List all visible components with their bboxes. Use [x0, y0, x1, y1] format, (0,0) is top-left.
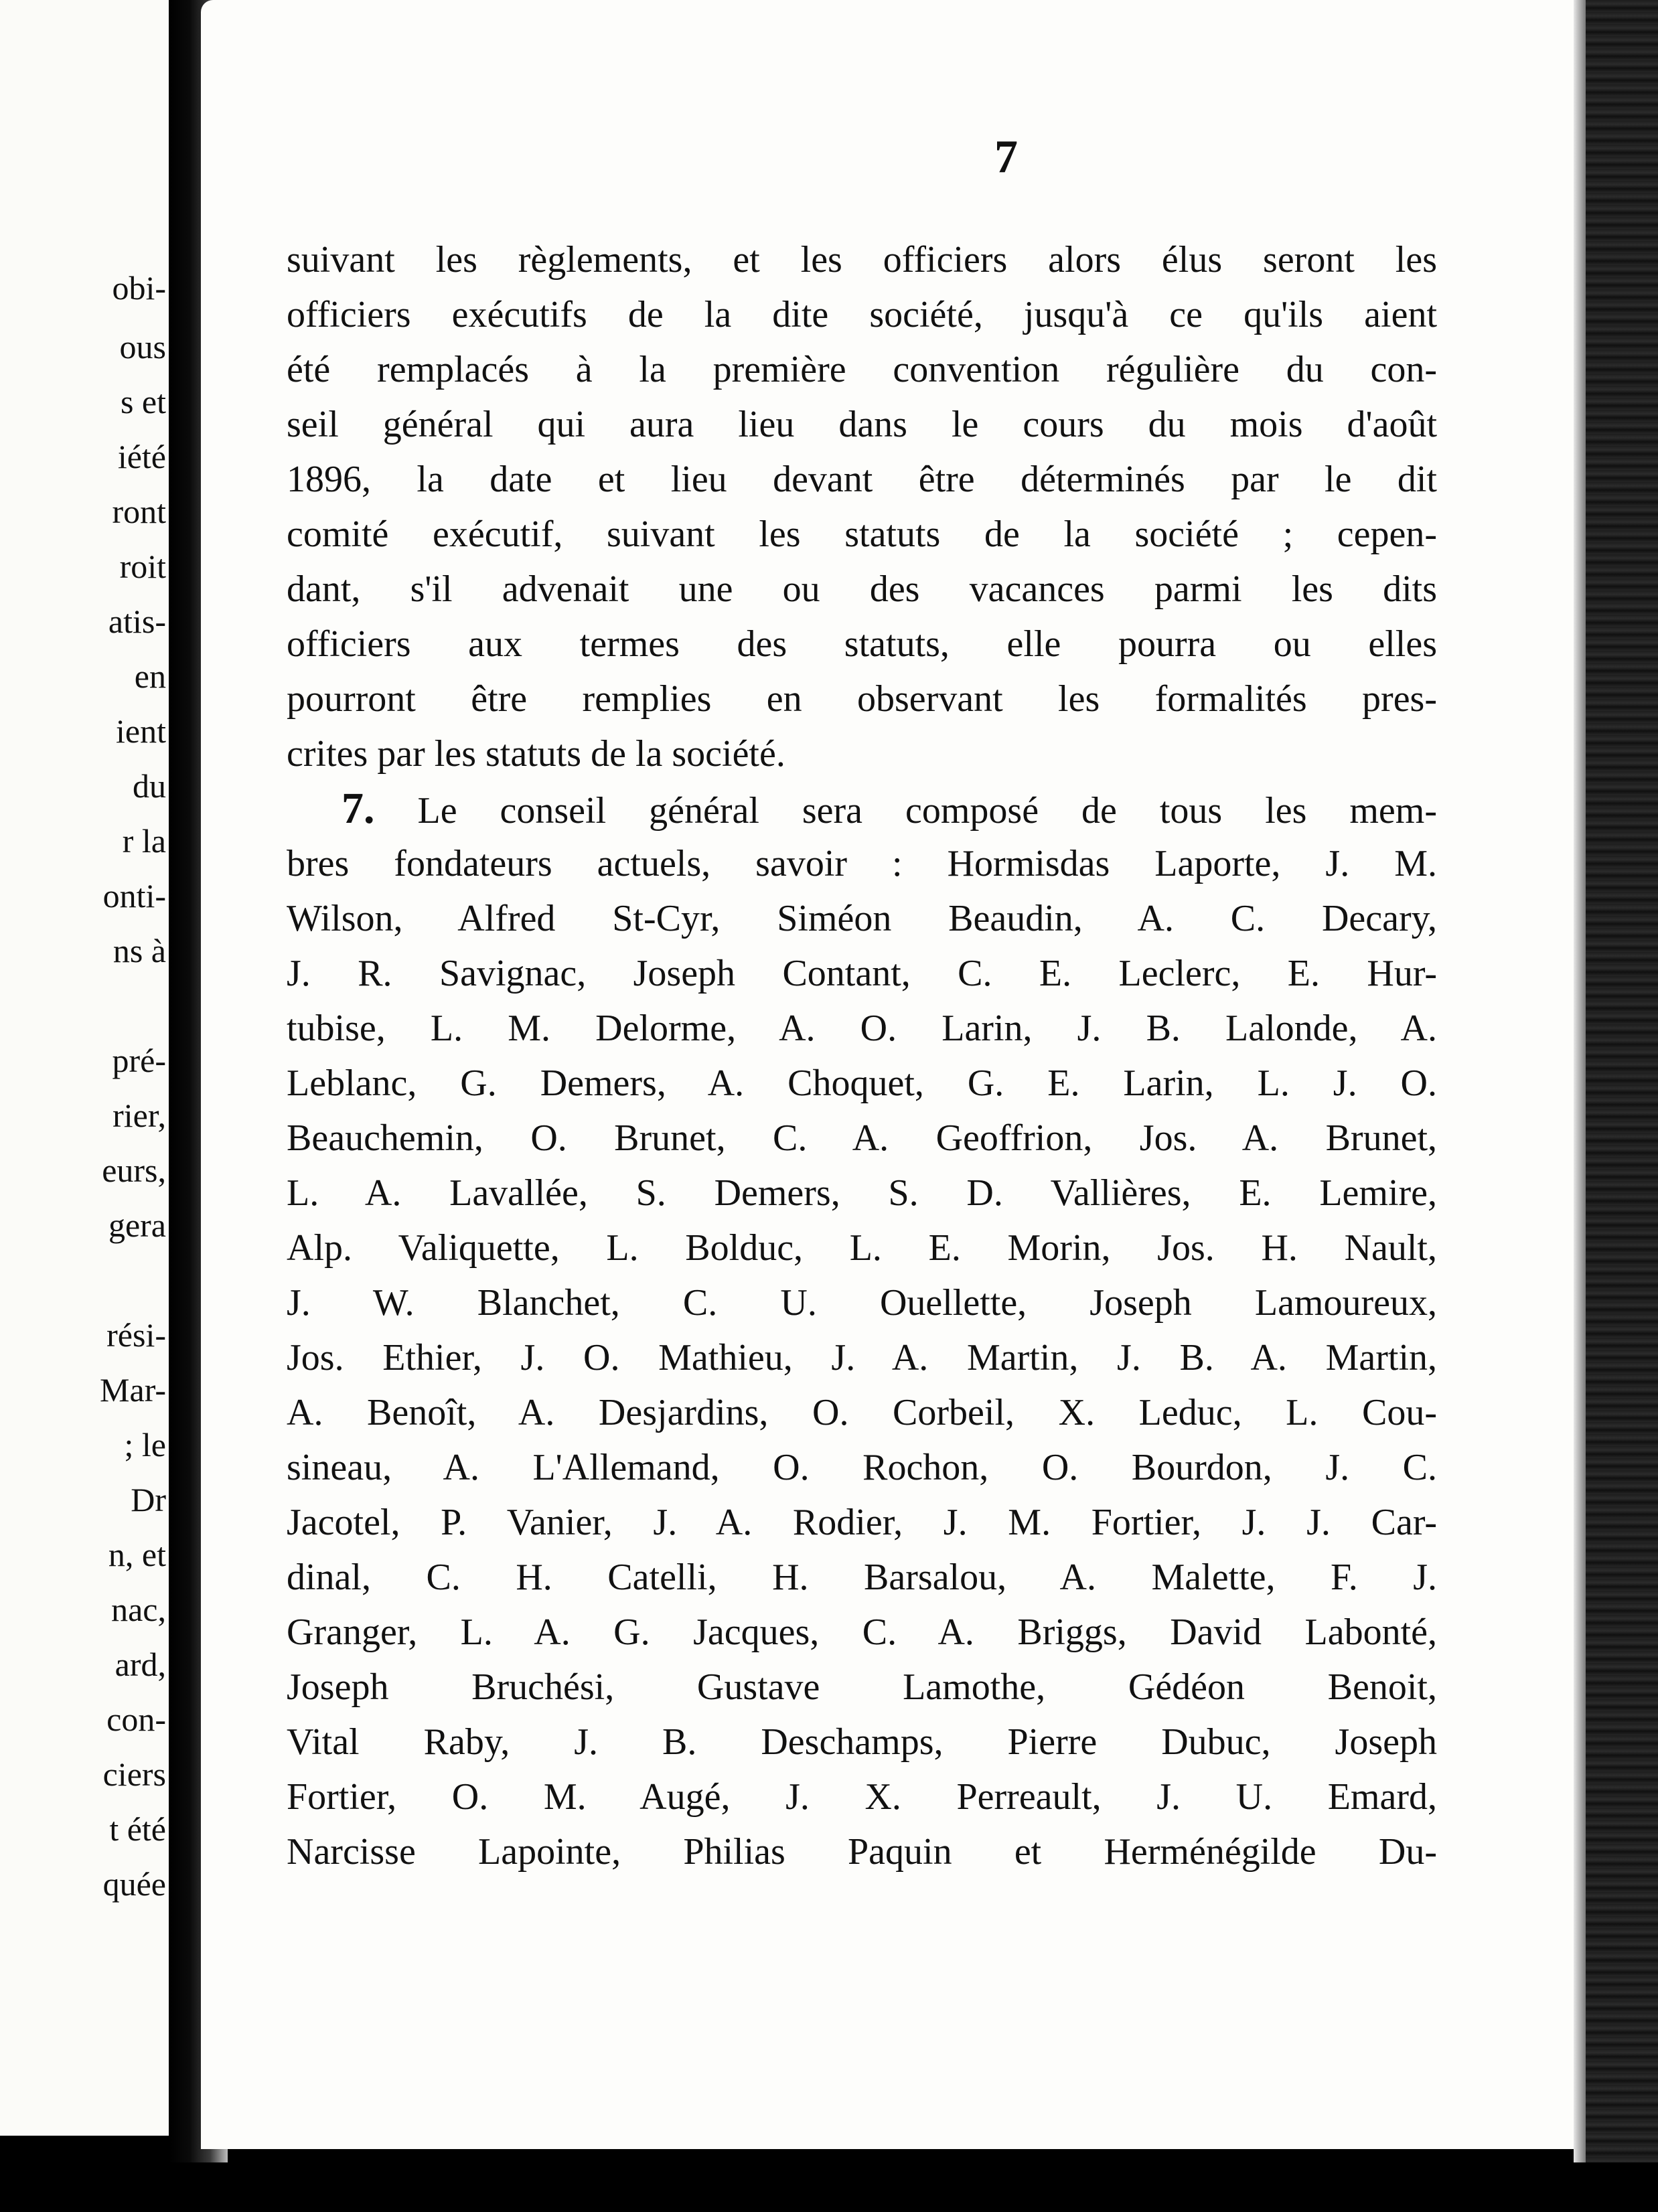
- left-fragment: ciers: [102, 1755, 166, 1793]
- left-fragment: eurs,: [102, 1152, 166, 1189]
- text-line: Jacotel, P. Vanier, J. A. Rodier, J. M. Fortier, J. J. Car-: [287, 1502, 1437, 1543]
- book-binding-edge: [1586, 0, 1658, 2212]
- left-fragment: s et: [120, 383, 166, 420]
- text-line: Beauchemin, O. Brunet, C. A. Geoffrion, Jos. A. Brunet,: [287, 1117, 1437, 1159]
- left-fragment: rési-: [106, 1316, 166, 1354]
- left-fragment: iété: [117, 438, 166, 475]
- article-first-line: [342, 782, 1437, 838]
- left-fragment: ; le: [124, 1426, 166, 1464]
- text-line: A. Benoît, A. Desjardins, O. Corbeil, X. Leduc, L. Cou-: [287, 1392, 1437, 1433]
- left-fragment: roit: [119, 548, 166, 585]
- text-line: L. A. Lavallée, S. Demers, S. D. Vallières, E. Lemire,: [287, 1172, 1437, 1214]
- text-line: tubise, L. M. Delorme, A. O. Larin, J. B. Lalonde, A.: [287, 1008, 1437, 1049]
- article-number: 7.: [342, 784, 375, 833]
- left-fragment: quée: [102, 1865, 166, 1903]
- left-fragment: rier,: [112, 1097, 166, 1134]
- text-line: 1896, la date et lieu devant être déterminés par le dit: [287, 459, 1437, 500]
- text-line: suivant les règlements, et les officiers alors élus seront les: [287, 239, 1437, 281]
- text-line: Granger, L. A. G. Jacques, C. A. Briggs, David Labonté,: [287, 1611, 1437, 1653]
- text-line: comité exécutif, suivant les statuts de la société ; cepen-: [287, 514, 1437, 555]
- left-fragment: Dr: [131, 1481, 166, 1518]
- text-line: Alp. Valiquette, L. Bolduc, L. E. Morin, Jos. H. Nault,: [287, 1227, 1437, 1269]
- left-fragment: ous: [119, 328, 166, 366]
- text-line: bres fondateurs actuels, savoir : Hormisdas Laporte, J. M.: [287, 843, 1437, 884]
- text-line: J. R. Savignac, Joseph Contant, C. E. Leclerc, E. Hur-: [287, 953, 1437, 994]
- left-fragment: du: [133, 767, 166, 805]
- text-line: officiers exécutifs de la dite société, jusqu'à ce qu'ils aient: [287, 294, 1437, 335]
- text-line: crites par les statuts de la société.: [287, 733, 785, 775]
- text-line: Joseph Bruchési, Gustave Lamothe, Gédéon Benoit,: [287, 1666, 1437, 1708]
- text-line: Narcisse Lapointe, Philias Paquin et Herménégilde Du-: [287, 1831, 1437, 1873]
- left-fragment: n, et: [108, 1536, 166, 1573]
- left-fragment: en: [134, 657, 166, 695]
- left-fragment: pré-: [112, 1042, 166, 1079]
- text-line: sineau, A. L'Allemand, O. Rochon, O. Bourdon, J. C.: [287, 1447, 1437, 1488]
- text-line: dinal, C. H. Catelli, H. Barsalou, A. Malette, F. J.: [287, 1557, 1437, 1598]
- left-fragment: ns à: [112, 932, 166, 969]
- text-line: seil général qui aura lieu dans le cours du mois d'août: [287, 404, 1437, 445]
- left-fragment: onti-: [102, 877, 166, 915]
- text-line: Jos. Ethier, J. O. Mathieu, J. A. Martin, J. B. A. Martin,: [287, 1337, 1437, 1378]
- article-line-text: Le conseil général sera composé de tous les mem-: [417, 790, 1437, 832]
- text-line: J. W. Blanchet, C. U. Ouellette, Joseph Lamoureux,: [287, 1282, 1437, 1324]
- text-line: Vital Raby, J. B. Deschamps, Pierre Dubuc, Joseph: [287, 1721, 1437, 1763]
- left-fragment: ard,: [115, 1646, 166, 1683]
- left-fragment: con-: [106, 1701, 166, 1738]
- scan-bottom-border: [0, 2162, 1658, 2212]
- left-fragment: t été: [109, 1810, 166, 1848]
- text-line: dant, s'il advenait une ou des vacances parmi les dits: [287, 568, 1437, 610]
- text-line: Leblanc, G. Demers, A. Choquet, G. E. Larin, L. J. O.: [287, 1062, 1437, 1104]
- facing-page-fragment: [0, 0, 169, 2136]
- text-line: officiers aux termes des statuts, elle pourra ou elles: [287, 623, 1437, 665]
- main-page: [201, 0, 1586, 2149]
- left-fragment: nac,: [111, 1591, 166, 1628]
- text-line: Wilson, Alfred St-Cyr, Siméon Beaudin, A. C. Decary,: [287, 898, 1437, 939]
- left-fragment: Mar-: [100, 1371, 166, 1409]
- left-fragment: atis-: [108, 603, 166, 640]
- text-line: pourront être remplies en observant les formalités pres-: [287, 678, 1437, 720]
- left-fragment: r la: [122, 822, 166, 860]
- left-fragment: ront: [112, 493, 166, 530]
- left-fragment: obi-: [112, 269, 166, 307]
- left-fragment: gera: [108, 1206, 166, 1244]
- left-fragment: ient: [116, 712, 166, 750]
- page-number: 7: [994, 131, 1018, 183]
- text-line: été remplacés à la première convention régulière du con-: [287, 349, 1437, 390]
- text-line: Fortier, O. M. Augé, J. X. Perreault, J. U. Emard,: [287, 1776, 1437, 1818]
